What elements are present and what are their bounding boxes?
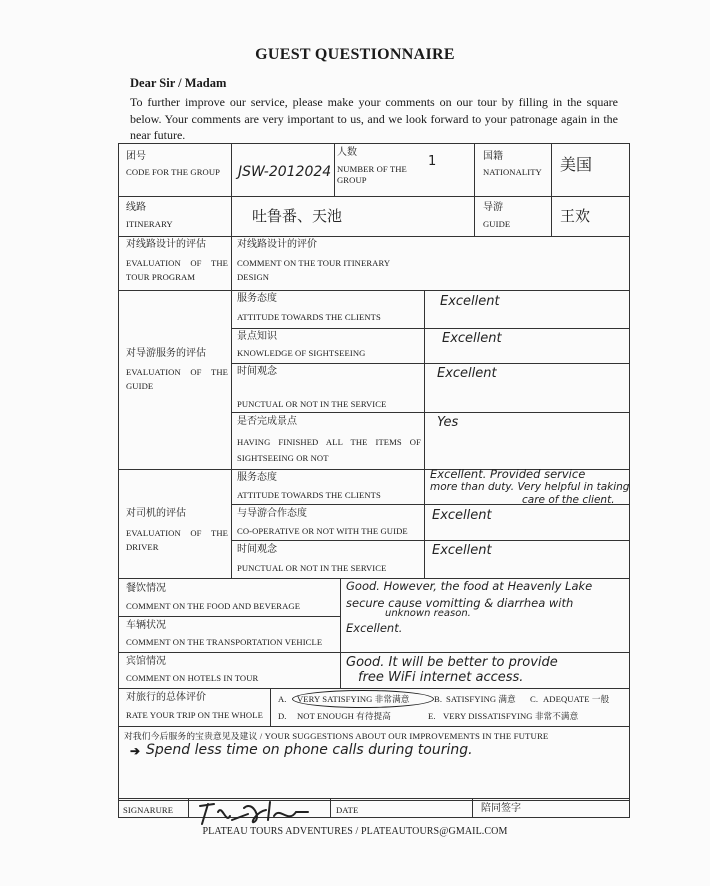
rating-option-e[interactable]: VERY DISSATISFYING 非常不满意: [443, 711, 579, 721]
intro-paragraph: To further improve our service, please make your comments on our tour by filling in the square below. Your comments are very important to us, and we look forward to your patronage again in the near future.: [130, 95, 618, 142]
tour-comment-label-cn: 对线路设计的评价: [237, 239, 317, 250]
rating-option-a[interactable]: VERY SATISFYING 非常满意: [297, 694, 410, 704]
rating-option-e-letter: E.: [428, 711, 436, 721]
driver-eval-label-en: EVALUATION OF THE DRIVER: [126, 528, 228, 552]
bullet-icon: ➔: [130, 744, 141, 758]
rating-option-c-letter: C.: [530, 694, 539, 704]
itinerary-label-en: ITINERARY: [126, 219, 173, 229]
driver-punctual-label-en: PUNCTUAL OR NOT IN THE SERVICE: [237, 563, 387, 573]
guide-knowledge-label-cn: 景点知识: [237, 331, 277, 342]
group-number-label-en: NUMBER OF THE GROUP: [337, 164, 407, 185]
guide-label-cn: 导游: [483, 202, 503, 213]
rating-option-b-letter: B.: [434, 694, 443, 704]
food-label-en: COMMENT ON THE FOOD AND BEVERAGE: [126, 601, 301, 611]
signature-label: SIGNARURE: [123, 805, 174, 815]
group-number-value: 1: [428, 154, 437, 169]
date-label: DATE: [336, 805, 359, 815]
hotels-label-en: COMMENT ON HOTELS IN TOUR: [126, 673, 259, 683]
driver-attitude-value-line3: care of the client.: [522, 494, 615, 506]
guide-knowledge-label-en: KNOWLEDGE OF SIGHTSEEING: [237, 348, 366, 358]
rating-option-b[interactable]: SATISFYING 满意: [446, 694, 516, 704]
food-value-line3: unknown reason.: [385, 608, 471, 619]
guide-punctual-label-en: PUNCTUAL OR NOT IN THE SERVICE: [237, 399, 387, 409]
guide-label-en: GUIDE: [483, 219, 511, 229]
rating-option-a-letter: A.: [278, 694, 287, 704]
food-value-line1: Good. However, the food at Heavenly Lake: [346, 579, 593, 593]
greeting: Dear Sir / Madam: [130, 76, 227, 90]
tour-program-label-cn: 对线路设计的评估: [126, 239, 206, 250]
signature-scribble: [196, 794, 326, 826]
driver-eval-label-cn: 对司机的评估: [126, 508, 186, 519]
nationality-value: 美国: [560, 155, 593, 174]
itinerary-value: 吐鲁番、天池: [252, 207, 343, 225]
itinerary-label-cn: 线路: [126, 202, 146, 213]
driver-punctual-value: Excellent: [432, 543, 492, 558]
group-code-label-cn: 团号: [126, 151, 146, 162]
driver-cooperative-label-cn: 与导游合作态度: [237, 508, 307, 519]
tour-comment-label-en: COMMENT ON THE TOUR ITINERARY DESIGN: [237, 258, 390, 282]
driver-attitude-value-line2: more than duty. Very helpful in taking: [430, 481, 630, 493]
driver-attitude-label-cn: 服务态度: [237, 472, 277, 483]
rating-option-c[interactable]: ADEQUATE 一般: [543, 694, 610, 704]
guide-attitude-label-en: ATTITUDE TOWARDS THE CLIENTS: [237, 312, 381, 322]
group-number-label-cn: 人数: [337, 147, 357, 158]
suggestions-value: Spend less time on phone calls during touring.: [146, 742, 473, 758]
rating-label-cn: 对旅行的总体评价: [126, 692, 206, 703]
rating-option-d[interactable]: NOT ENOUGH 有待提高: [297, 711, 391, 721]
driver-attitude-value-line1: Excellent. Provided service: [430, 467, 586, 481]
suggestions-label: 对我们今后服务的宝贵意见及建议 / YOUR SUGGESTIONS ABOUT OUR IMPROVEMENTS IN THE FUTURE: [124, 731, 549, 741]
guide-finished-label-cn: 是否完成景点: [237, 416, 297, 427]
vehicle-label-cn: 车辆状况: [126, 620, 166, 631]
guide-knowledge-value: Excellent: [442, 331, 502, 346]
nationality-label-cn: 国籍: [483, 151, 503, 162]
guide-eval-label-cn: 对导游服务的评估: [126, 348, 206, 359]
companion-signature-label: 陪同签字: [481, 803, 521, 814]
rating-option-d-letter: D.: [278, 711, 287, 721]
guide-eval-label-en: EVALUATION OF THE GUIDE: [126, 367, 228, 391]
nationality-label-en: NATIONALITY: [483, 167, 542, 177]
driver-attitude-label-en: ATTITUDE TOWARDS THE CLIENTS: [237, 490, 381, 500]
hotels-value-line1: Good. It will be better to provide: [346, 655, 558, 670]
vehicle-label-en: COMMENT ON THE TRANSPORTATION VEHICLE: [126, 637, 323, 647]
page-title: GUEST QUESTIONNAIRE: [255, 46, 455, 63]
hotels-label-cn: 宾馆情况: [126, 656, 166, 667]
driver-punctual-label-cn: 时间观念: [237, 544, 277, 555]
driver-cooperative-value: Excellent: [432, 508, 492, 523]
guide-attitude-label-cn: 服务态度: [237, 293, 277, 304]
guide-value: 王欢: [560, 207, 591, 225]
rating-label-en: RATE YOUR TRIP ON THE WHOLE: [126, 710, 263, 720]
vehicle-value: Excellent.: [346, 621, 403, 635]
guide-punctual-value: Excellent: [437, 366, 497, 381]
group-code-label-en: CODE FOR THE GROUP: [126, 167, 221, 177]
guide-finished-value: Yes: [437, 415, 459, 430]
driver-cooperative-label-en: CO-OPERATIVE OR NOT WITH THE GUIDE: [237, 526, 408, 536]
food-label-cn: 餐饮情况: [126, 583, 166, 594]
group-code-value: JSW-2012024: [238, 164, 332, 180]
footer-contact: PLATEAU TOURS ADVENTURES / PLATEAUTOURS@GMAIL.COM: [202, 826, 508, 837]
guide-punctual-label-cn: 时间观念: [237, 366, 277, 377]
hotels-value-line2: free WiFi internet access.: [358, 670, 524, 685]
guide-finished-label-en: HAVING FINISHED ALL THE ITEMS OF SIGHTSEEING OR NOT: [237, 437, 421, 463]
tour-program-label-en: EVALUATION OF THE TOUR PROGRAM: [126, 258, 228, 282]
guide-attitude-value: Excellent: [440, 294, 500, 309]
food-value-line2: secure cause vomitting & diarrhea with: [346, 596, 574, 610]
